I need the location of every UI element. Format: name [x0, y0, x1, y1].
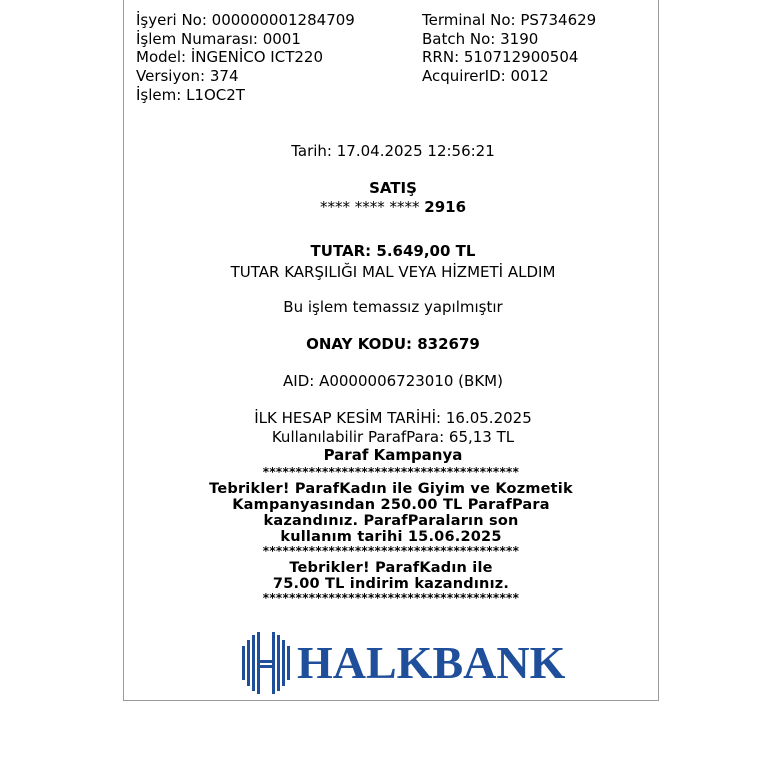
campaign-text-line: kullanım tarihi 15.06.2025	[280, 529, 502, 545]
transaction-number: İşlem Numarası: 0001	[136, 30, 301, 48]
card-mask: **** **** ****	[319, 198, 420, 216]
transaction-type: SATIŞ	[369, 179, 417, 197]
transaction-date: Tarih: 17.04.2025 12:56:21	[291, 142, 495, 160]
campaign-text-line: kazandınız. ParafParaların son	[263, 513, 519, 529]
merchant-no: İşyeri No: 000000001284709	[136, 11, 355, 29]
batch-no: Batch No: 3190	[422, 30, 539, 48]
statement-date: İLK HESAP KESİM TARİHİ: 16.05.2025	[254, 409, 532, 427]
card-last-four: 2916	[424, 198, 467, 216]
halkbank-wordmark: HALKBANK	[297, 637, 566, 688]
card-number	[125, 198, 661, 216]
transaction-code: İşlem: L1OC2T	[136, 86, 245, 104]
rrn: RRN: 510712900504	[422, 48, 579, 66]
campaign-text-line: Tebrikler! ParafKadın ile Giyim ve Kozmetik	[209, 481, 573, 497]
separator-stars: ***************************************	[262, 544, 520, 558]
aid: AID: A0000006723010 (BKM)	[283, 372, 503, 390]
campaign-text-line: 75.00 TL indirim kazandınız.	[272, 576, 510, 592]
campaign-text-line: Tebrikler! ParafKadın ile	[289, 560, 493, 576]
halkbank-logo	[240, 630, 566, 696]
parafpara-balance: Kullanılabilir ParafPara: 65,13 TL	[271, 428, 515, 446]
campaign-title: Paraf Kampanya	[323, 446, 463, 464]
amount-acknowledgement: TUTAR KARŞILIĞI MAL VEYA HİZMETİ ALDIM	[230, 263, 556, 281]
approval-code: ONAY KODU: 832679	[306, 335, 480, 353]
amount: TUTAR: 5.649,00 TL	[310, 242, 476, 260]
separator-stars: ***************************************	[262, 591, 520, 605]
contactless-note: Bu işlem temassız yapılmıştır	[283, 298, 503, 316]
acquirer-id: AcquirerID: 0012	[422, 67, 549, 85]
terminal-no: Terminal No: PS734629	[422, 11, 597, 29]
software-version: Versiyon: 374	[136, 67, 239, 85]
separator-stars: ***************************************	[262, 465, 520, 479]
device-model: Model: İNGENİCO ICT220	[136, 48, 323, 66]
halkbank-emblem-icon	[240, 632, 292, 694]
campaign-text-line: Kampanyasından 250.00 TL ParafPara	[232, 497, 550, 513]
